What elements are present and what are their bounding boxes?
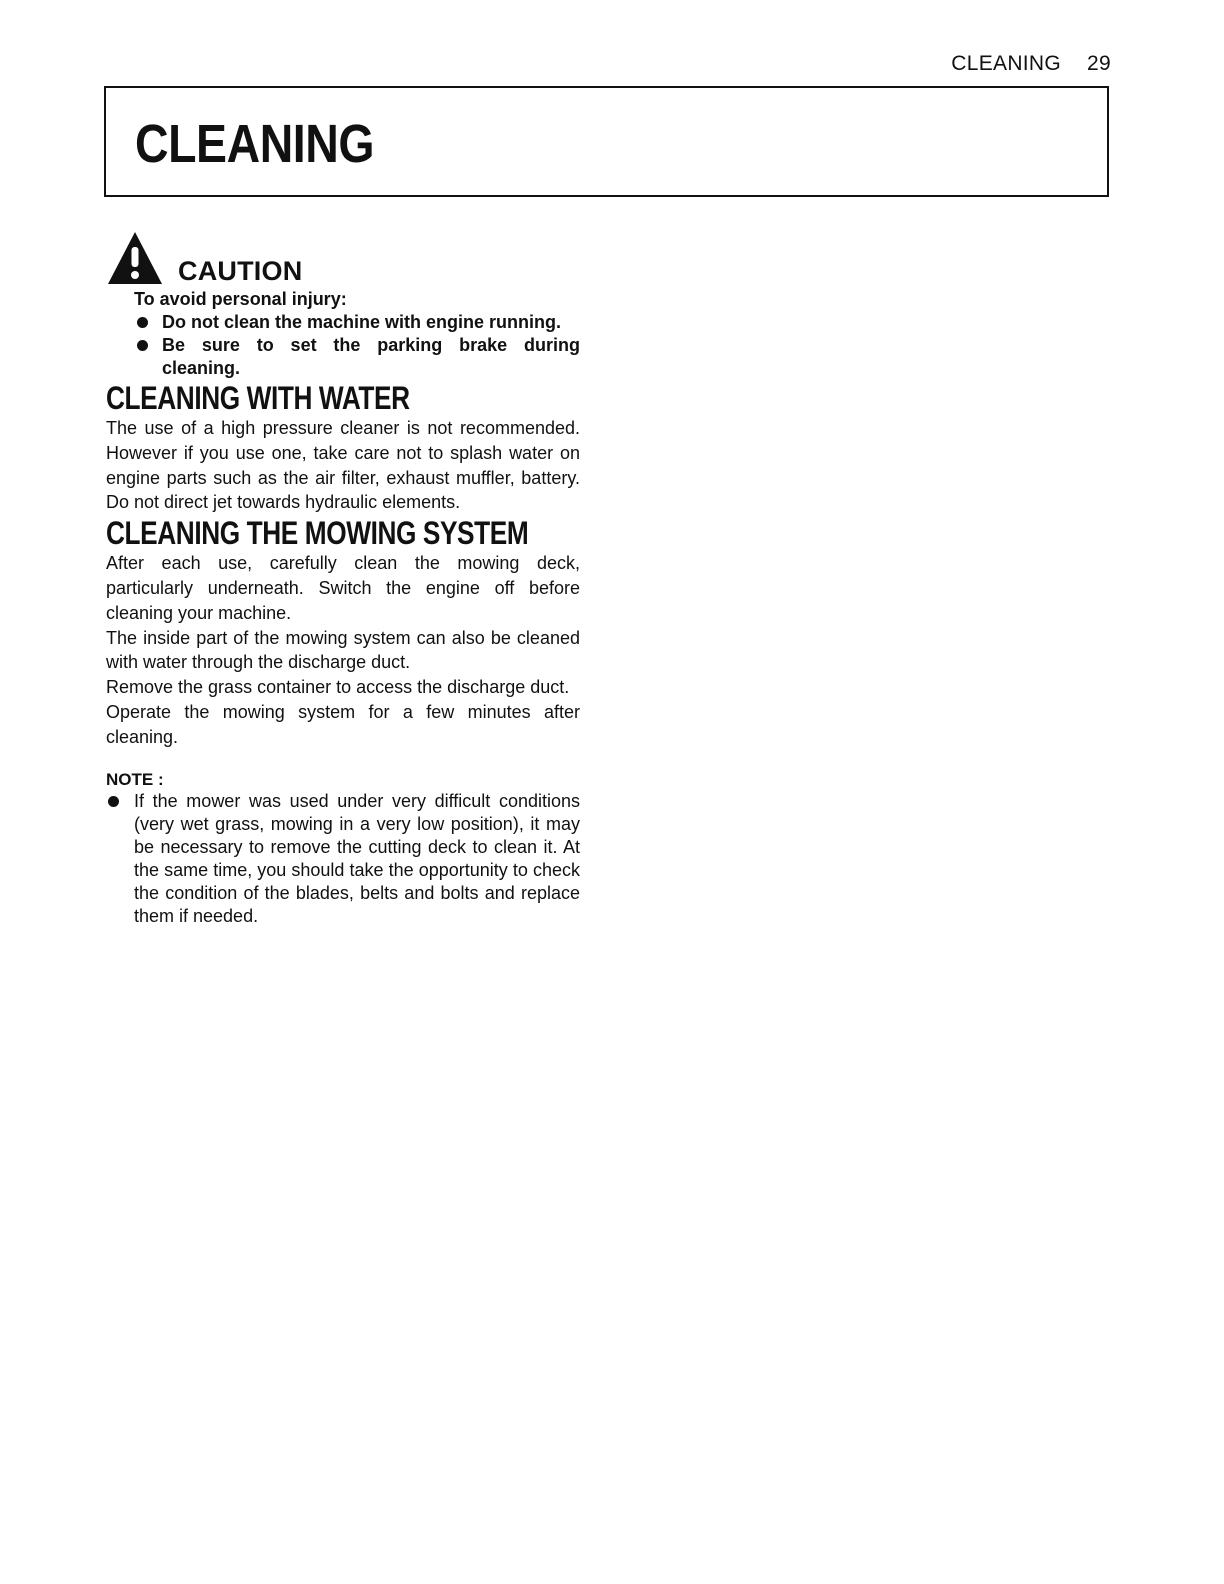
paragraph: The inside part of the mowing system can also be cleaned with water through the discharge duct. <box>106 627 580 673</box>
caution-body <box>134 288 580 380</box>
caution-heading: CAUTION <box>178 256 303 286</box>
caution-list <box>134 311 580 380</box>
bullet-icon <box>137 340 148 351</box>
bullet-icon <box>108 796 119 807</box>
note-item: If the mower was used under very difficult conditions (very wet grass, mowing in a very low position), it may be necessary to remove the cutting deck to clean it. At the same time, you should take the opportunity to check the condition of the blades, belts and bolts and replace them if needed. <box>106 790 580 928</box>
caution-item: Do not clean the machine with engine running. <box>134 311 580 334</box>
caution-header <box>106 228 580 288</box>
paragraph: After each use, carefully clean the mowing deck, particularly underneath. Switch the engine off before cleaning your machine. <box>106 553 580 623</box>
warning-triangle-icon <box>106 230 164 286</box>
running-header-section: CLEANING <box>951 52 1062 75</box>
caution-intro: To avoid personal injury: <box>134 289 347 309</box>
section-heading-water: CLEANING WITH WATER <box>106 380 410 416</box>
note-list <box>106 790 580 928</box>
paragraph: Remove the grass container to access the discharge duct. <box>106 677 570 698</box>
page-number: 29 <box>1087 52 1111 75</box>
chapter-title: CLEANING <box>135 114 375 174</box>
bullet-icon <box>137 317 148 328</box>
paragraph: The use of a high pressure cleaner is not recommended. However if you use one, take care not to splash water on engine parts such as the air filter, exhaust muffler, battery. Do not direct jet towards hydraulic elements. <box>106 418 580 513</box>
note-label: NOTE : <box>106 769 164 789</box>
running-header <box>951 52 1111 76</box>
section-heading-mowing-system: CLEANING THE MOWING SYSTEM <box>106 515 529 552</box>
paragraph: Operate the mowing system for a few minutes after cleaning. <box>106 701 580 747</box>
chapter-title-box <box>104 86 1109 197</box>
caution-item: Be sure to set the parking brake during cleaning. <box>134 334 580 380</box>
content-column <box>106 228 580 928</box>
